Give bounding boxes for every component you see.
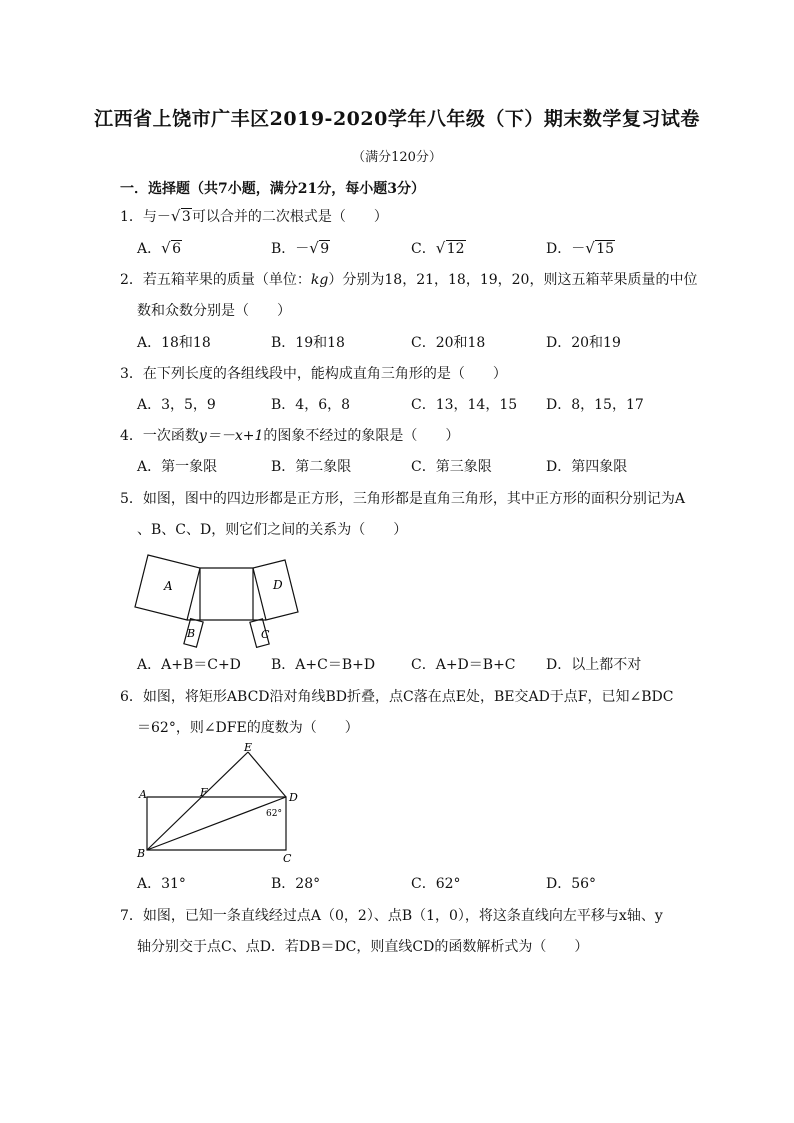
option-a[interactable]: A．A+B＝C+D: [137, 657, 241, 673]
unit-kg: kg: [310, 272, 329, 288]
option-d[interactable]: [546, 238, 615, 258]
label-f: F: [200, 786, 208, 799]
label-a: A: [139, 788, 147, 801]
question-4-options: [137, 456, 697, 476]
label-d: D: [273, 578, 283, 592]
question-2-text-b: ）分别为18，21，18，19，20，则这五箱苹果质量的中位: [328, 272, 698, 288]
question-5-stem-line2: 、B、C、D，则它们之间的关系为（ ）: [137, 522, 408, 538]
option-c[interactable]: C．20和18: [411, 335, 486, 351]
option-b[interactable]: B．第二象限: [271, 459, 352, 475]
question-4-stem: [120, 425, 459, 445]
sqrt-symbol: √ 6: [161, 239, 182, 257]
option-label: B．－: [271, 241, 310, 257]
label-e: E: [244, 742, 253, 754]
radicand: 12: [446, 241, 465, 257]
option-label: A．: [137, 241, 162, 257]
option-b[interactable]: B．19和18: [271, 335, 345, 351]
radicand: 15: [596, 241, 615, 257]
diagonal-bd: [147, 797, 286, 850]
option-label: C．: [411, 241, 436, 257]
function-expression: y＝－x+1: [198, 428, 264, 444]
page-title: 江西省上饶市广丰区2019-2020学年八年级（下）期末数学复习试卷: [94, 108, 700, 130]
question-7-stem: 7．如图，已知一条直线经过点A（0，2）、点B（1，0），将这条直线向左平移与x轴、y: [120, 908, 663, 924]
question-6-stem-line2: ＝62°，则∠DFE的度数为（ ）: [137, 720, 359, 736]
question-2-text-a: 2．若五箱苹果的质量（单位：: [120, 272, 311, 288]
segment-be: [147, 752, 248, 850]
question-1-stem: [120, 206, 388, 226]
option-c[interactable]: C．13，14，15: [411, 397, 518, 413]
label-b: B: [137, 847, 146, 860]
option-b[interactable]: B．4，6，8: [271, 397, 351, 413]
question-2-stem-line2: 数和众数分别是（ ）: [137, 303, 291, 319]
rectangle-fold-figure: [135, 742, 310, 864]
option-d[interactable]: D．56°: [546, 876, 597, 892]
label-c: C: [261, 628, 270, 641]
sqrt-symbol: √ 12: [435, 239, 465, 257]
sqrt-symbol: √ 9: [309, 239, 330, 257]
option-a[interactable]: A．3，5，9: [137, 397, 216, 413]
question-3-stem: 3．在下列长度的各组线段中，能构成直角三角形的是（ ）: [120, 366, 507, 382]
option-a[interactable]: [137, 238, 182, 258]
squares-figure: [130, 543, 300, 648]
option-label: D．－: [546, 241, 586, 257]
option-b[interactable]: B．A+C＝B+D: [271, 657, 376, 673]
radicand: 9: [320, 241, 330, 257]
question-2-options: [137, 332, 697, 352]
option-b[interactable]: B．28°: [271, 876, 321, 892]
question-5-options: [137, 654, 697, 674]
option-a[interactable]: A．18和18: [137, 335, 211, 351]
option-c[interactable]: C．A+D＝B+C: [411, 657, 516, 673]
angle-label: 62°: [266, 809, 282, 819]
label-a: A: [164, 579, 173, 593]
page-subtitle: （满分120分）: [352, 150, 442, 165]
label-d: D: [289, 791, 298, 804]
section-heading: 一．选择题（共7小题，满分21分，每小题3分）: [120, 181, 425, 197]
option-c[interactable]: C．62°: [411, 876, 461, 892]
option-d[interactable]: D．以上都不对: [546, 657, 642, 673]
radicand: 3: [181, 209, 191, 225]
question-1-suffix: 可以合并的二次根式是（ ）: [191, 209, 388, 225]
label-b: B: [187, 627, 196, 640]
sqrt-symbol: √ 15: [585, 239, 615, 257]
question-1-prefix: 1．与－: [120, 209, 171, 225]
option-d[interactable]: D．第四象限: [546, 459, 628, 475]
radicand: 6: [172, 241, 182, 257]
question-2-stem: [120, 269, 697, 289]
question-1-options: [137, 238, 697, 258]
question-6-stem: 6．如图，将矩形ABCD沿对角线BD折叠，点C落在点E处，BE交AD于点F，已知∠BDC: [120, 689, 674, 705]
option-c[interactable]: [411, 238, 466, 258]
segment-ed: [248, 752, 286, 797]
question-3-options: [137, 394, 697, 414]
option-b[interactable]: [271, 238, 330, 258]
option-c[interactable]: C．第三象限: [411, 459, 492, 475]
option-d[interactable]: D．20和19: [546, 335, 621, 351]
option-a[interactable]: A．31°: [137, 876, 186, 892]
question-7-stem-line2: 轴分别交于点C、点D．若DB＝DC，则直线CD的函数解析式为（ ）: [137, 939, 589, 955]
sqrt-symbol: √ 3: [170, 207, 191, 225]
question-4-suffix: 的图象不经过的象限是（ ）: [263, 428, 460, 444]
question-5-stem: 5．如图，图中的四边形都是正方形，三角形都是直角三角形，其中正方形的面积分别记为A: [120, 491, 686, 507]
option-a[interactable]: A．第一象限: [137, 459, 218, 475]
question-6-options: [137, 873, 697, 893]
option-d[interactable]: D．8，15，17: [546, 397, 644, 413]
question-4-prefix: 4．一次函数: [120, 428, 199, 444]
label-c: C: [283, 852, 292, 864]
central-square: [200, 568, 253, 620]
